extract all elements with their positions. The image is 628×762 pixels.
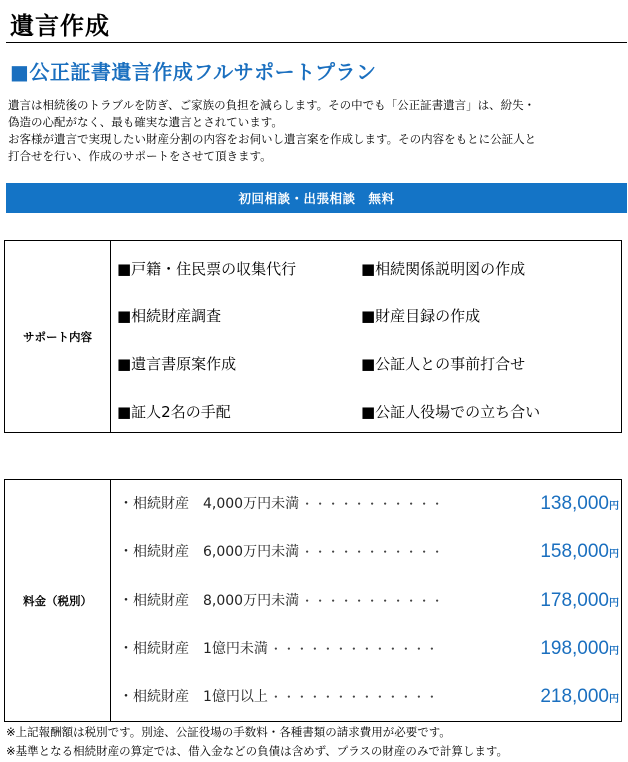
page-title: 遺言作成	[10, 12, 110, 40]
fee-unit: 円	[609, 694, 619, 705]
title-divider	[6, 42, 627, 43]
footnotes	[6, 723, 624, 761]
fee-label: ・相続財産 4,000万円未満	[119, 496, 300, 512]
intro-line: お客様が遺言で実現したい財産分割の内容をお伺いし遺言案を作成します。その内容をもとに公証人と	[8, 132, 537, 146]
fee-rows	[111, 480, 621, 721]
fee-leader-dots: ・・・・・・・・・・・・・	[269, 690, 439, 704]
fee-amount: 178,000	[540, 590, 609, 611]
support-item: ■財産目録の作成	[361, 307, 481, 325]
fee-label: ・相続財産 1億円以上	[119, 689, 268, 705]
support-item: ■戸籍・住民票の収集代行	[117, 260, 297, 278]
intro-text	[8, 97, 620, 165]
intro-line: 遺言は相続後のトラブルを防ぎ、ご家族の負担を減らします。その中でも「公正証書遺言」は、紛失・	[8, 98, 536, 112]
footnote: ※上記報酬額は税別です。別途、公証役場の手数料・各種書類の請求費用が必要です。	[6, 725, 451, 739]
fee-amount: 138,000	[540, 493, 609, 514]
fee-leader-dots: ・・・・・・・・・・・	[301, 497, 445, 511]
fee-price	[540, 590, 619, 612]
fee-price	[540, 638, 619, 660]
fee-amount: 158,000	[540, 541, 609, 562]
fee-row	[119, 493, 619, 519]
fee-leader-dots: ・・・・・・・・・・・	[301, 545, 445, 559]
fee-amount: 218,000	[540, 686, 609, 707]
fee-row	[119, 686, 619, 712]
support-items	[111, 241, 621, 432]
fee-row	[119, 638, 619, 664]
support-item: ■公証人役場での立ち合い	[361, 403, 541, 421]
fee-table	[4, 479, 622, 722]
fee-unit: 円	[609, 501, 619, 512]
footnote: ※基準となる相続財産の算定では、借入金などの負債は含めず、プラスの財産のみで計算します。	[6, 744, 508, 758]
fee-label: ・相続財産 1億円未満	[119, 641, 268, 657]
fee-header: 料金（税別）	[5, 480, 111, 721]
fee-price	[540, 493, 619, 515]
fee-unit: 円	[609, 598, 619, 609]
intro-line: 打合せを行い、作成のサポートをさせて頂きます。	[8, 149, 272, 163]
section-heading: ■公正証書遺言作成フルサポートプラン	[10, 60, 377, 84]
fee-row	[119, 590, 619, 616]
intro-line: 偽造の心配がなく、最も確実な遺言とされています。	[8, 115, 283, 129]
fee-price	[540, 686, 619, 708]
support-item: ■相続関係説明図の作成	[361, 260, 526, 278]
fee-row	[119, 541, 619, 567]
fee-label: ・相続財産 6,000万円未満	[119, 544, 300, 560]
fee-unit: 円	[609, 549, 619, 560]
fee-price	[540, 541, 619, 563]
fee-amount: 198,000	[540, 638, 609, 659]
support-item: ■公証人との事前打合せ	[361, 355, 526, 373]
fee-leader-dots: ・・・・・・・・・・・・・	[269, 642, 439, 656]
fee-unit: 円	[609, 646, 619, 657]
fee-leader-dots: ・・・・・・・・・・・	[301, 594, 445, 608]
support-item: ■遺言書原案作成	[117, 355, 237, 373]
fee-label: ・相続財産 8,000万円未満	[119, 593, 300, 609]
support-header: サポート内容	[5, 241, 111, 432]
support-table	[4, 240, 622, 433]
support-item: ■相続財産調査	[117, 307, 222, 325]
support-item: ■証人2名の手配	[117, 403, 231, 421]
free-consultation-banner: 初回相談・出張相談 無料	[6, 183, 627, 213]
